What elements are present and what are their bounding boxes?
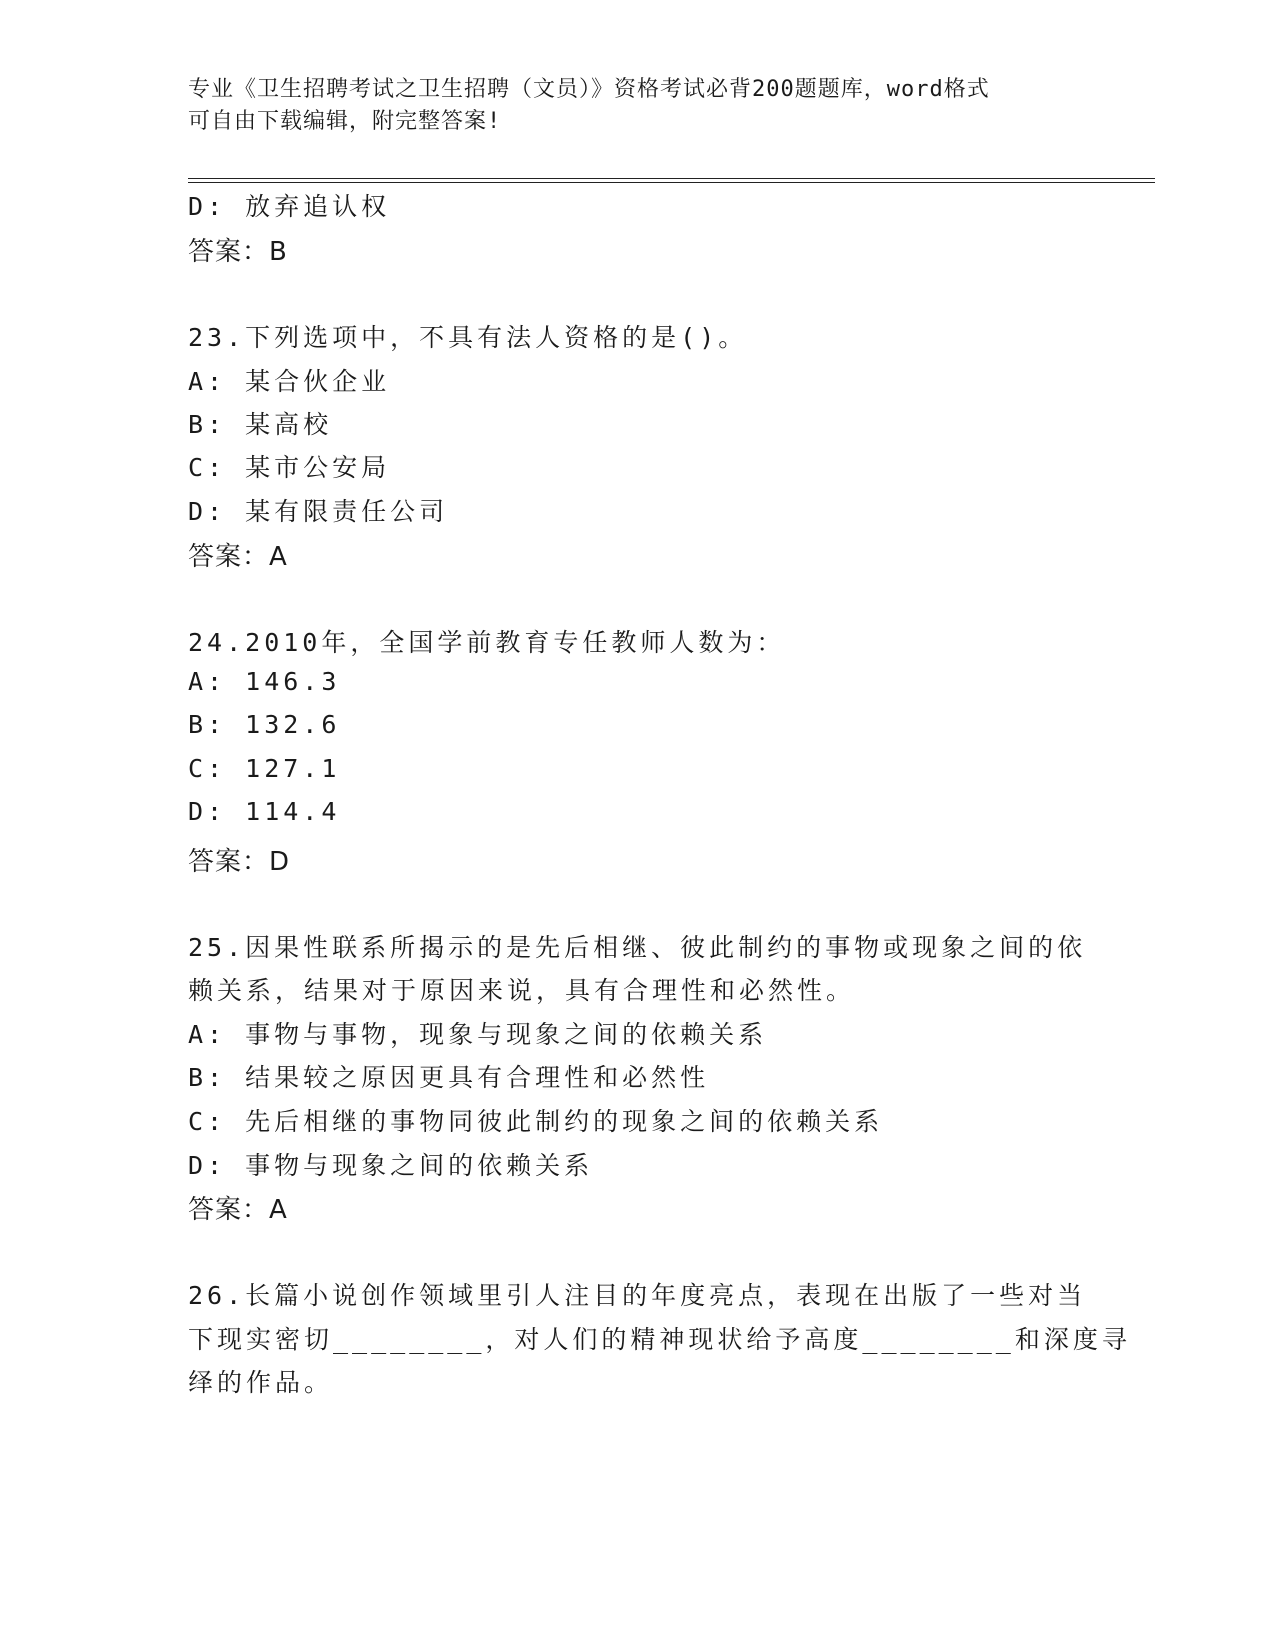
question-text-line-2: 赖关系，结果对于原因来说，具有合理性和必然性。 xyxy=(188,976,856,1005)
option-b: B: 某高校 xyxy=(188,410,333,439)
option-a: A: 事物与事物，现象与现象之间的依赖关系 xyxy=(188,1020,768,1049)
option-d: D: 114.4 xyxy=(188,797,341,826)
option-c: C: 某市公安局 xyxy=(188,453,391,482)
question-text: 23.下列选项中，不具有法人资格的是()。 xyxy=(188,323,748,352)
answer: 答案：D xyxy=(188,847,291,877)
header-divider xyxy=(188,178,1155,183)
header-title-line-2: 可自由下载编辑，附完整答案! xyxy=(188,109,502,134)
question-text-line-1: 26.长篇小说创作领域里引人注目的年度亮点，表现在出版了一些对当 xyxy=(188,1281,1087,1310)
question-text: 24.2010年，全国学前教育专任教师人数为： xyxy=(188,628,786,657)
answer: 答案：A xyxy=(188,542,288,572)
question-text-line-1: 25.因果性联系所揭示的是先后相继、彼此制约的事物或现象之间的依 xyxy=(188,933,1087,962)
option-a: A: 某合伙企业 xyxy=(188,367,391,396)
prev-option-d: D: 放弃追认权 xyxy=(188,192,391,221)
option-b: B: 132.6 xyxy=(188,710,341,739)
answer: 答案：A xyxy=(188,1195,288,1225)
header-title-line-1: 专业《卫生招聘考试之卫生招聘（文员）》资格考试必背200题题库，word格式 xyxy=(188,77,990,102)
option-d: D: 事物与现象之间的依赖关系 xyxy=(188,1151,594,1180)
question-text-line-2: 下现实密切________，对人们的精神现状给予高度________和深度寻 xyxy=(188,1325,1131,1354)
question-text-line-3: 绎的作品。 xyxy=(188,1368,334,1397)
option-c: C: 127.1 xyxy=(188,754,341,783)
option-c: C: 先后相继的事物同彼此制约的现象之间的依赖关系 xyxy=(188,1107,884,1136)
option-a: A: 146.3 xyxy=(188,667,341,696)
option-b: B: 结果较之原因更具有合理性和必然性 xyxy=(188,1063,710,1092)
option-d: D: 某有限责任公司 xyxy=(188,497,449,526)
prev-answer: 答案：B xyxy=(188,237,288,267)
document-header xyxy=(188,74,1088,138)
